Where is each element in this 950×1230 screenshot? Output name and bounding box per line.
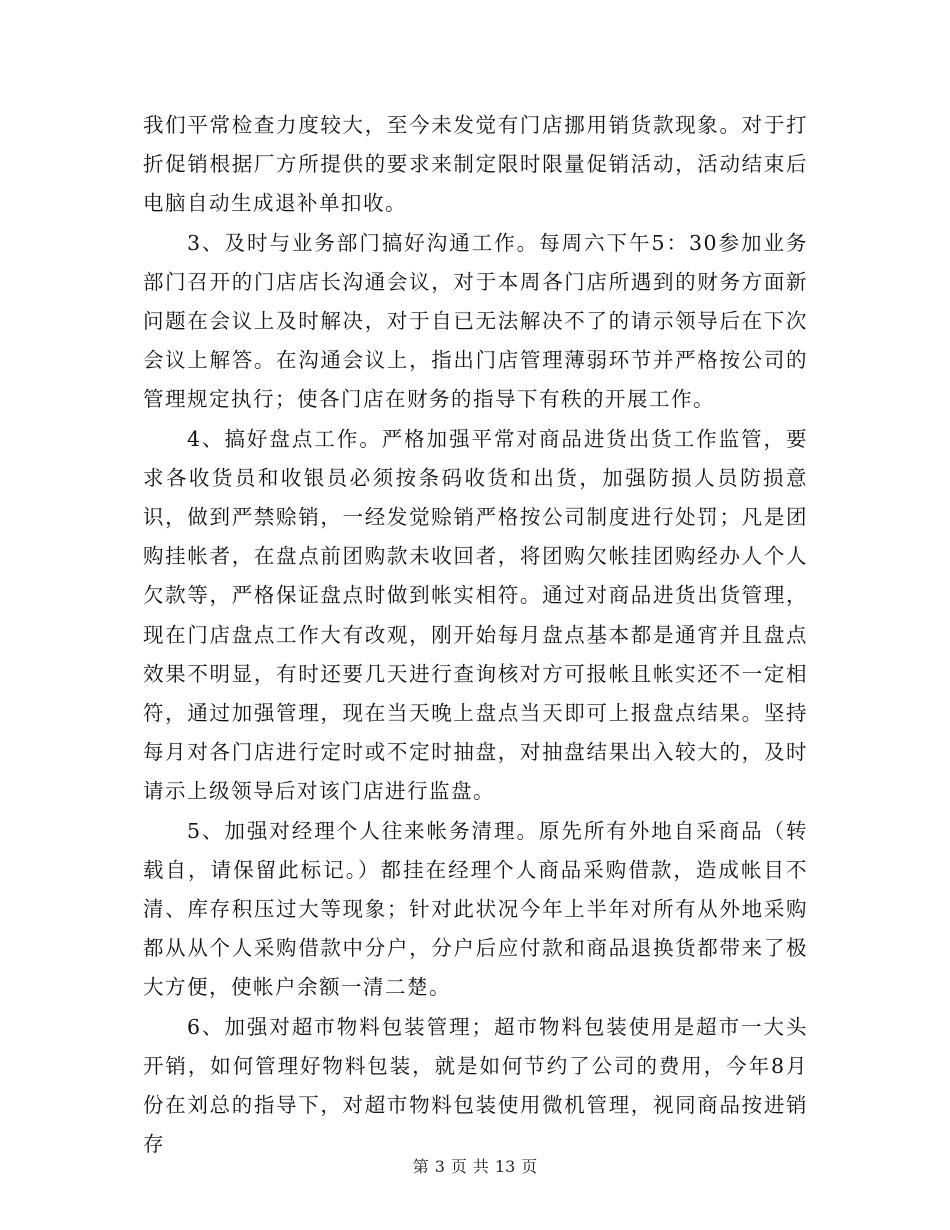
footer-total-label: 共 [472,1157,489,1176]
footer-total-unit: 页 [521,1157,538,1176]
page-footer [0,1154,950,1177]
paragraph-item-3: 3、及时与业务部门搞好沟通工作。每周六下午5：30参加业务部门召开的门店店长沟通会议，对于本周各门店所遇到的财务方面新问题在会议上及时解决，对于自已无法解决不了的请示领导后在下次会议上解答。在沟通会议上，指出门店管理薄弱环节并严格按公司的管理规定执行；使各门店在财务的指导下有秩的开展工作。 [143,230,808,412]
footer-page-number: 3 [434,1157,445,1176]
footer-page-label: 第 [412,1157,429,1176]
paragraph-item-5: 5、加强对经理个人往来帐务清理。原先所有外地自采商品（转载自，请保留此标记。）都挂在经理个人商品采购借款，造成帐目不清、库存积压过大等现象；针对此状况今年上半年对所有从外地采购都从从个人采购借款中分户，分户后应付款和商品退换货都带来了极大方便，使帐户余额一清二楚。 [143,818,808,1000]
footer-page-unit: 页 [450,1157,467,1176]
paragraph-item-4: 4、搞好盘点工作。严格加强平常对商品进货出货工作监管，要求各收货员和收银员必须按条码收货和出货，加强防损人员防损意识，做到严禁赊销，一经发觉赊销严格按公司制度进行处罚；凡是团购挂帐者，在盘点前团购款未收回者，将团购欠帐挂团购经办人个人欠款等，严格保证盘点时做到帐实相符。通过对商品进货出货管理，现在门店盘点工作大有改观，刚开始每月盘点基本都是通宵并且盘点效果不明显，有时还要几天进行查询核对方可报帐且帐实还不一定相符，通过加强管理，现在当天晚上盘点当天即可上报盘点结果。坚持每月对各门店进行定时或不定时抽盘，对抽盘结果出入较大的，及时请示上级领导后对该门店进行监盘。 [143,426,808,804]
paragraph-intro: 我们平常检查力度较大，至今未发觉有门店挪用销货款现象。对于打折促销根据厂方所提供的要求来制定限时限量促销活动，活动结束后电脑自动生成退补单扣收。 [143,113,808,216]
footer-total-pages: 13 [494,1157,516,1176]
paragraph-item-6: 6、加强对超市物料包装管理；超市物料包装使用是超市一大头开销，如何管理好物料包装，就是如何节约了公司的费用，今年8月份在刘总的指导下，对超市物料包装使用微机管理，视同商品按进销存 [143,1014,808,1157]
document-body [143,106,808,1164]
